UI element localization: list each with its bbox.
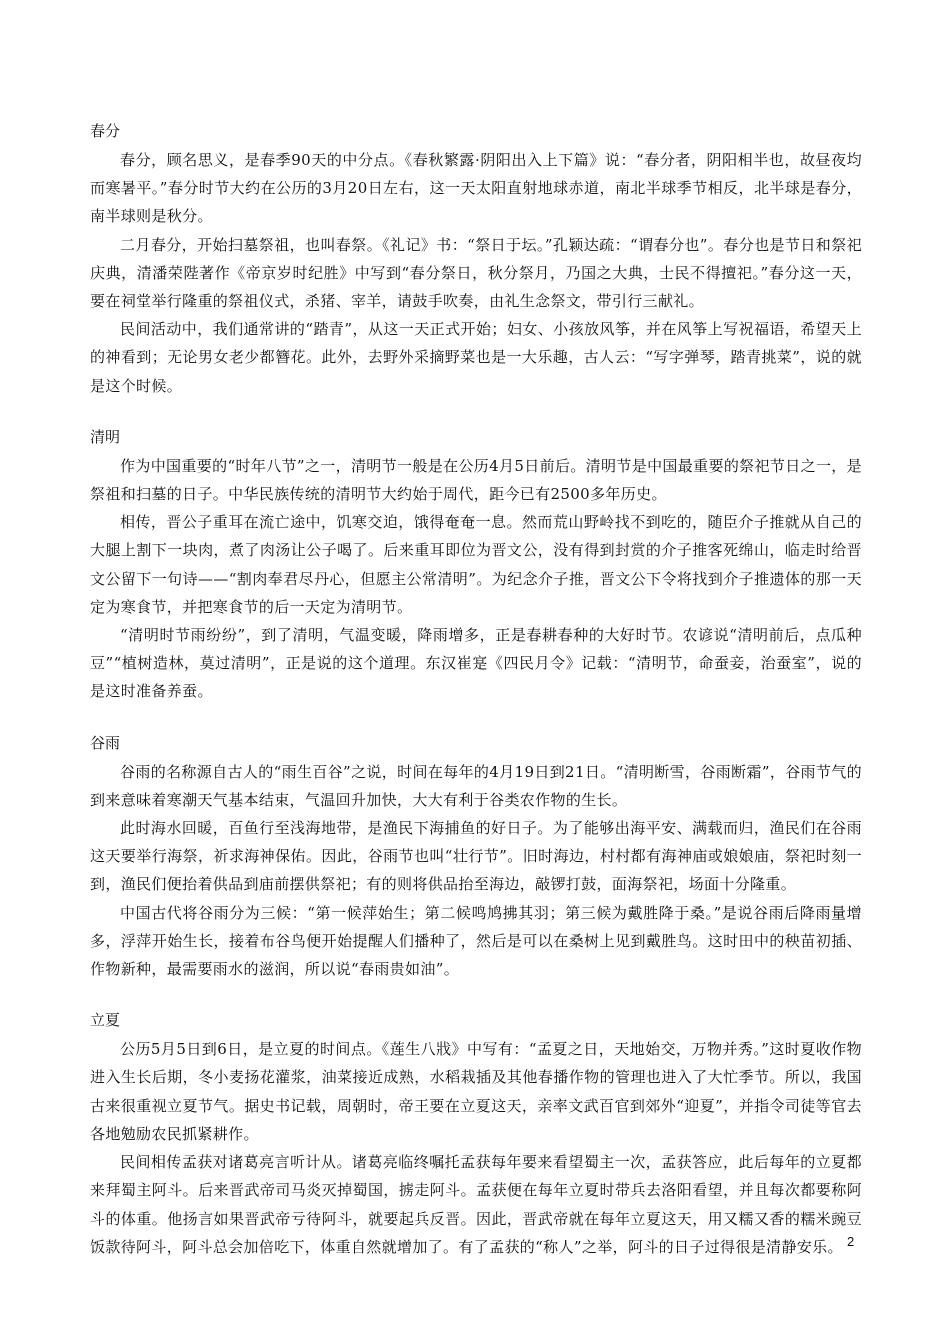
section-heading: 谷雨 (90, 733, 121, 752)
paragraph: 相传，晋公子重耳在流亡途中，饥寒交迫，饿得奄奄一息。然而荒山野岭找不到吃的，随臣介子推就从自己的大腿上割下一块肉，煮了肉汤让公子喝了。后来重耳即位为晋文公，没有得到封赏的介子推客死绵山，临走时给晋文公留下一句诗——“割肉奉君尽丹心，但愿主公常清明”。为纪念介子推，晋文公下令将找到介子推遗体的那一天定为寒食节，并把寒食节的后一天定为清明节。 (90, 513, 862, 616)
paragraph: 春分，顾名思义，是春季90天的中分点。《春秋繁露·阴阳出入上下篇》说：“春分者，阴阳相半也，故昼夜均而寒暑平。”春分时节大约在公历的3月20日左右，这一天太阳直射地球赤道，南北半球季节相反，北半球是春分，南半球则是秋分。 (90, 151, 862, 226)
paragraph: 公历5月5日到6日，是立夏的时间点。《莲生八戕》中写有：“孟夏之日，天地始交，万物并秀。”这时夏收作物进入生长后期，冬小麦扬花灌浆，油菜接近成熟，水稻栽插及其他春播作物的管理也进入了大忙季节。所以，我国古来很重视立夏节气。据史书记载，周朝时，帝王要在立夏这天，亲率文武百官到郊外“迎夏”，并指令司徒等官去各地勉励农民抓紧耕作。 (90, 1040, 862, 1143)
section-chunfen (90, 116, 862, 400)
paragraph: 二月春分，开始扫墓祭祖，也叫春祭。《礼记》书：“祭日于坛。”孔颖达疏：“谓春分也”。春分也是节日和祭祀庆典，清潘荣陛著作《帝京岁时纪胜》中写到“春分祭日，秋分祭月，乃国之大典，士民不得擅祀。”春分这一天，要在祠堂举行隆重的祭祖仪式，杀猪、宰羊，请鼓手吹奏，由礼生念祭文，带引行三献礼。 (90, 235, 862, 311)
paragraph: 民间活动中，我们通常讲的“踏青”，从这一天正式开始；妇女、小孩放风筝，并在风筝上写祝福语，希望天上的神看到；无论男女老少都簪花。此外，去野外采摘野菜也是一大乐趣，古人云：“写字弹琴，踏青挑菜”，说的就是这个时候。 (90, 320, 862, 395)
paragraph: 此时海水回暖，百鱼行至浅海地带，是渔民下海捕鱼的好日子。为了能够出海平安、满载而归，渔民们在谷雨这天要举行海祭，祈求海神保佑。因此，谷雨节也叫“壮行节”。旧时海边，村村都有海神庙或娘娘庙，祭祀时刻一到，渔民们便抬着供品到庙前摆供祭祀；有的则将供品抬至海边，敲锣打鼓，面海祭祀，场面十分隆重。 (90, 819, 862, 894)
paragraph: 中国古代将谷雨分为三候：“第一候萍始生；第二候鸣鸠拂其羽；第三候为戴胜降于桑。”是说谷雨后降雨量增多，浮萍开始生长，接着布谷鸟便开始提醒人们播种了，然后是可以在桑树上见到戴胜鸟。这时田中的秧苗初插、作物新种，最需要雨水的滋润，所以说“春雨贵如油”。 (90, 903, 862, 979)
paragraph: 谷雨的名称源自古人的“雨生百谷”之说，时间在每年的4月19日到21日。“清明断雪，谷雨断霜”，谷雨节气的到来意味着寒潮天气基本结束，气温回升加快，大大有利于谷类农作物的生长。 (90, 762, 862, 809)
paragraph: “清明时节雨纷纷”，到了清明，气温变暖，降雨增多，正是春耕春种的大好时节。农谚说“清明前后，点瓜种豆”“植树造林，莫过清明”，正是说的这个道理。东汉崔寔《四民月令》记载：“清明节，命蚕妾，治蚕室”，说的是这时准备养蚕。 (90, 626, 862, 701)
page-number: 2 (847, 1234, 855, 1249)
section-guyu (90, 728, 862, 984)
section-lixia (90, 1005, 862, 1261)
section-heading: 清明 (90, 427, 121, 446)
section-heading: 立夏 (90, 1011, 121, 1030)
section-qingming (90, 422, 862, 706)
paragraph: 作为中国重要的“时年八节”之一，清明节一般是在公历4月5日前后。清明节是中国最重要的祭祀节日之一，是祭祖和扫墓的日子。中华民族传统的清明节大约始于周代，距今已有2500多年历史。 (90, 456, 862, 504)
paragraph: 民间相传孟获对诸葛亮言听计从。诸葛亮临终嘱托孟获每年要来看望蜀主一次，孟获答应，此后每年的立夏都来拜蜀主阿斗。后来晋武帝司马炎灭掉蜀国，掳走阿斗。孟获便在每年立夏时带兵去洛阳看望，并且每次都要称阿斗的体重。他扬言如果晋武帝亏待阿斗，就要起兵反晋。因此，晋武帝就在每年立夏这天，用又糯又香的糯米豌豆饭款待阿斗，阿斗总会加倍吃下，体重自然就增加了。有了孟获的“称人”之举，阿斗的日子过得很是清静安乐。 (90, 1153, 862, 1256)
section-heading: 春分 (90, 122, 121, 140)
document-body (90, 116, 862, 1283)
